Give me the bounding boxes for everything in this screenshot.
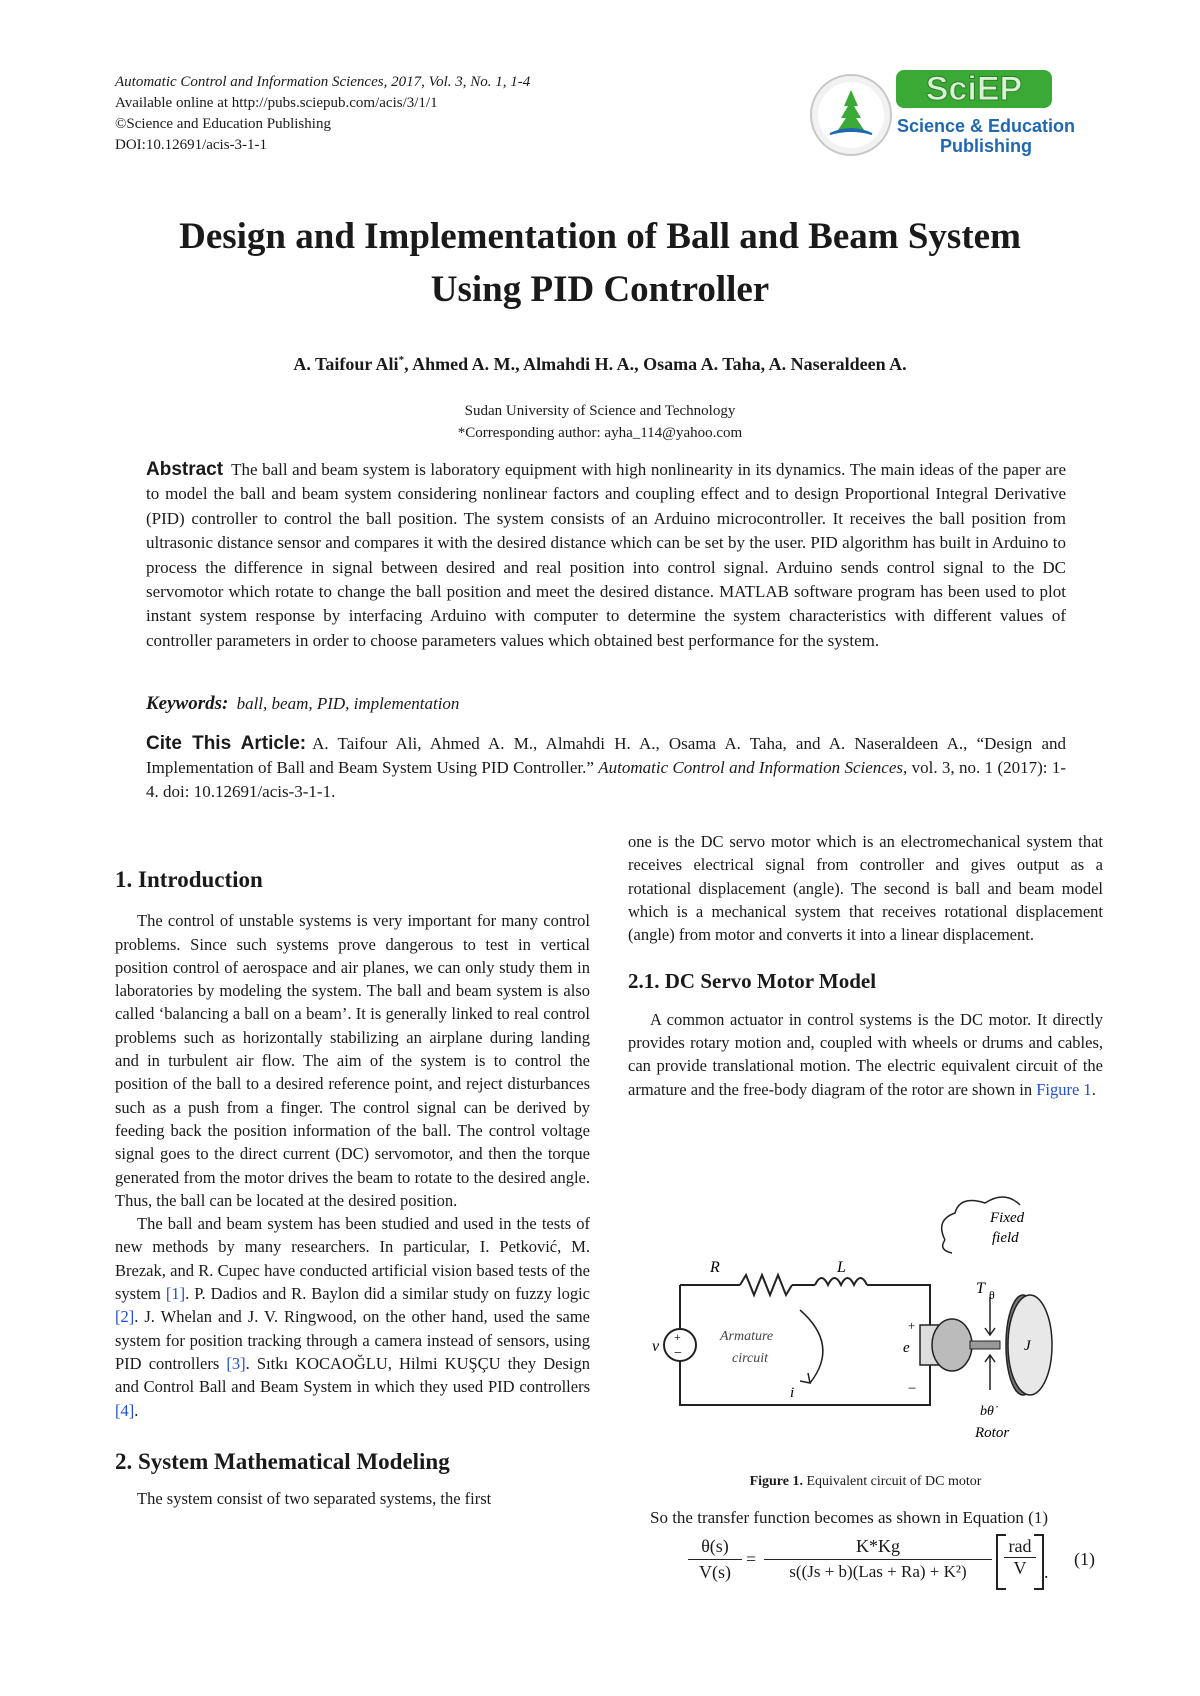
sciep-logo[interactable] bbox=[808, 68, 1098, 168]
svg-text:e: e bbox=[903, 1340, 910, 1356]
equation-1: θ(s) V(s) = K*Kg s((Js + b)(Las + Ra) + K²) rad V . (1) bbox=[688, 1536, 1108, 1598]
servo-paragraph: A common actuator in control systems is the DC motor. It directly provides rotary motion and, coupled with wheels or drums and cables, can provide translational motion. The electric equivalent circuit of the armature and the free-body diagram of the rotor are shown in Figure 1. bbox=[628, 1009, 1103, 1099]
svg-text:i: i bbox=[790, 1385, 795, 1401]
current-arrow bbox=[800, 1310, 823, 1383]
svg-text:Fixed: Fixed bbox=[990, 1210, 1025, 1226]
svg-text:L: L bbox=[837, 1259, 846, 1276]
logo-wordmark: SciEP bbox=[925, 70, 1023, 108]
logo-line2: Publishing bbox=[940, 136, 1032, 156]
svg-text:v: v bbox=[652, 1338, 660, 1355]
dc-motor-circuit-diagram bbox=[640, 1185, 1100, 1455]
keywords bbox=[146, 693, 1066, 715]
corresponding-star: * bbox=[398, 354, 405, 366]
modeling-paragraph-cont: one is the DC servo motor which is an electromechanical system that receives electrical signal from controller and gives output as a rotational displacement (angle). The second is ball and beam model which is a mechanical system that receives rotational displacement (angle) from motor and converts it into a linear displacement. bbox=[628, 832, 1103, 945]
svg-text:Armature: Armature bbox=[720, 1329, 774, 1344]
svg-text:T: T bbox=[976, 1280, 985, 1297]
equation-intro: So the transfer function becomes as shown in Equation (1) bbox=[650, 1508, 1048, 1527]
abstract-text: The ball and beam system is laboratory equipment with high nonlinearity in its dynamics. The main ideas of the paper are to model the ball and beam system considering nonlinear factors and coupling effect and to design Proportional Integral Derivative (PID) controller to control the ball position. The system consists of an Arduino microcontroller. It receives the ball position from ultrasonic distance sensor and compares it with the desired distance which can be set by the user. PID algorithm has built in Arduino to process the difference in signal between desired and real position into control signal. Arduino sends control signal to the DC servomotor which rotate to change the ball position and meet the desired distance. MATLAB software program has been used to plot instant system response by interfacing Arduino with computer to determine the system characteristics with different values of controller parameters in order to choose parameters values which obtained best performance for the system. bbox=[146, 460, 1066, 650]
journal-meta bbox=[115, 72, 530, 156]
paper-title bbox=[0, 210, 1200, 316]
ref-3-link[interactable]: [3] bbox=[226, 1353, 246, 1373]
svg-text:+: + bbox=[674, 1330, 681, 1344]
keywords-heading: Keywords: bbox=[146, 693, 229, 714]
cite-this-article bbox=[146, 732, 1066, 804]
other-authors: , Ahmed A. M., Almahdi H. A., Osama A. Taha, A. Naseraldeen A. bbox=[404, 354, 907, 374]
cite-journal: Automatic Control and Information Sciences bbox=[598, 758, 903, 777]
cite-heading: Cite This Article: bbox=[146, 733, 307, 754]
resistor-symbol bbox=[740, 1275, 792, 1295]
ref-2-link[interactable]: [2] bbox=[115, 1307, 135, 1327]
svg-text:θ: θ bbox=[989, 1288, 995, 1302]
modeling-heading: 2. System Mathematical Modeling bbox=[115, 1448, 450, 1474]
svg-text:R: R bbox=[710, 1259, 720, 1276]
authors bbox=[0, 354, 1200, 375]
ref-4-link[interactable]: [4] bbox=[115, 1400, 135, 1420]
cite-text: A. Taifour Ali, Ahmed A. M., Almahdi H. A., Osama A. Taha, and A. Naseraldeen A., “Design and Implementation of Ball and Beam System Using PID Controller.” bbox=[146, 734, 1067, 777]
svg-text:−: − bbox=[674, 1346, 682, 1361]
doi[interactable]: DOI:10.12691/acis-3-1-1 bbox=[115, 137, 268, 153]
corresponding-author: *Corresponding author: ayha_114@yahoo.com bbox=[457, 425, 743, 441]
figure-1-link[interactable]: Figure 1 bbox=[1036, 1079, 1092, 1099]
svg-text:field: field bbox=[992, 1230, 1019, 1246]
sciep-logo-graphic bbox=[808, 68, 1098, 168]
svg-text:bθ̇: bθ̇ bbox=[980, 1404, 994, 1419]
figure-1 bbox=[640, 1185, 1100, 1455]
intro-paragraph-2: The ball and beam system has been studied and used in the tests of new methods by many researchers. In particular, I. Petković, M. Brezak, and R. Cupec have conducted artificial vision based tests of the system [1]. P. Dadios and R. Baylon did a similar study on fuzzy logic [2]. J. Whelan and J. V. Ringwood, on the other hand, used the same system for position tracking through a camera instead of sensors, using PID controllers [3]. Sıtkı KOCAOĞLU, Hilmi KUŞÇU they Design and Control Ball and Beam System in which they used PID controllers [4]. bbox=[115, 1214, 590, 1420]
abstract-heading: Abstract bbox=[146, 459, 224, 480]
left-column bbox=[115, 868, 590, 1510]
motor-symbol bbox=[932, 1319, 972, 1371]
cite-tail: , vol. 3, no. 1 (2017): 1-4. doi: 10.12691/acis-3-1-1. bbox=[146, 758, 1066, 801]
abstract bbox=[146, 458, 1066, 653]
journal-citation: Automatic Control and Information Sciences, 2017, Vol. 3, No. 1, 1-4 bbox=[115, 74, 531, 90]
svg-text:+: + bbox=[908, 1318, 916, 1333]
modeling-paragraph-1: The system consist of two separated systems, the first bbox=[137, 1489, 492, 1509]
svg-text:J: J bbox=[1024, 1338, 1031, 1354]
logo-line1: Science & Education bbox=[896, 116, 1076, 136]
intro-paragraph-1: The control of unstable systems is very important for many control problems. Since such systems prove dangerous to test in vertical position control of aerospace and air planes, we can only study them in laboratories by modeling the system. The ball and beam system is also called ‘balancing a ball on a beam’. It is generally linked to real control problems such as horizontally stabilizing an airplane during landing and in turbulent air flow. The aim of the system is to control the position of the ball to a desired reference point, and reject disturbances such as a push from a finger. The control signal can be derived by feeding back the position information of the ball. The control voltage signal goes to the direct current (DC) servomotor, and then the torque generated from the motor drives the beam to rotate to the desired angle. Thus, the ball can be located at the desired position. bbox=[115, 911, 590, 1210]
intro-heading: 1. Introduction bbox=[115, 867, 263, 892]
inductor-symbol bbox=[815, 1278, 867, 1285]
title-line2: Using PID Controller bbox=[430, 269, 770, 310]
first-author: A. Taifour Ali bbox=[293, 354, 399, 374]
svg-text:circuit: circuit bbox=[732, 1351, 769, 1366]
university: Sudan University of Science and Technology bbox=[464, 403, 736, 419]
right-column bbox=[628, 830, 1103, 1101]
servo-heading: 2.1. DC Servo Motor Model bbox=[628, 969, 877, 994]
svg-text:Rotor: Rotor bbox=[975, 1425, 1010, 1441]
copyright: ©Science and Education Publishing bbox=[115, 116, 331, 132]
keywords-text: ball, beam, PID, implementation bbox=[236, 694, 460, 713]
online-url[interactable]: Available online at http://pubs.sciepub.com/acis/3/1/1 bbox=[115, 95, 438, 111]
affiliation bbox=[0, 400, 1200, 444]
title-line1: Design and Implementation of Ball and Beam System bbox=[179, 216, 1021, 257]
equation-number: (1) bbox=[1074, 1549, 1095, 1569]
ref-1-link[interactable]: [1] bbox=[165, 1284, 186, 1304]
svg-text:−: − bbox=[908, 1381, 917, 1397]
figure-1-caption: Figure 1. Equivalent circuit of DC motor bbox=[749, 1474, 982, 1489]
